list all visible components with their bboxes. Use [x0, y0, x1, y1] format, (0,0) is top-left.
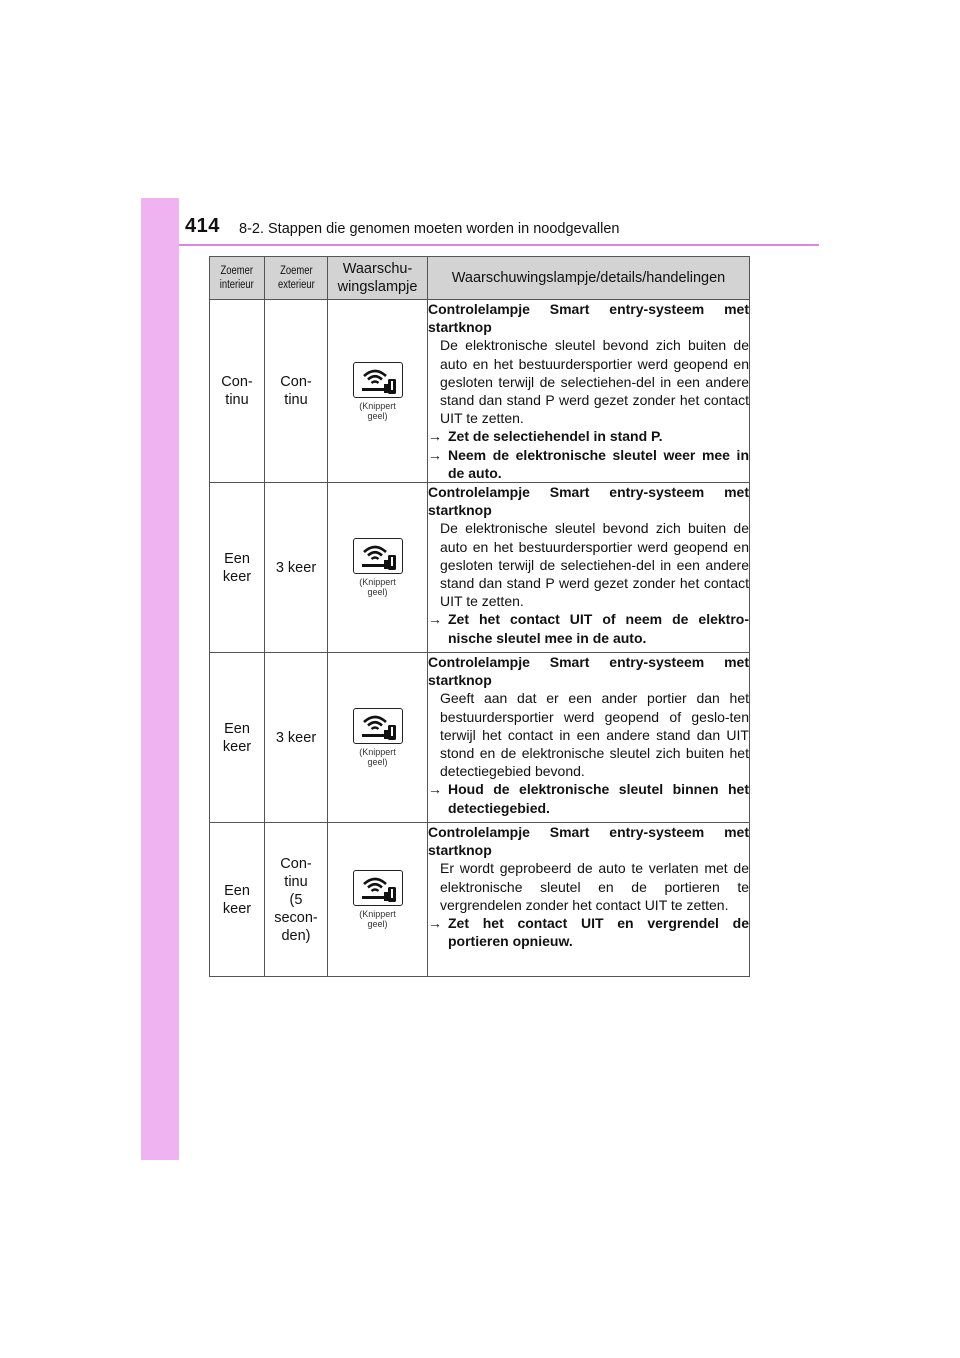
- lamp-title: Controlelampje Smart entry-systeem met startknop: [428, 484, 749, 519]
- details-cell: [428, 653, 750, 823]
- smart-key-warning-icon: [353, 362, 403, 398]
- icon-note: (Knippert geel): [359, 577, 396, 598]
- table-row: [210, 300, 750, 483]
- warning-lamp-cell: [328, 300, 428, 483]
- lamp-description: Geeft aan dat er een ander portier dan het bestuurdersportier werd geopend of geslo-ten terwijl het contact in een andere stand dan UIT stond en de elektronische sleutel zich buiten het detectiegebied bevond.: [440, 690, 749, 780]
- action-text: Neem de elektronische sleutel weer mee in de auto.: [448, 446, 749, 481]
- arrow-icon: →: [428, 446, 442, 463]
- header-warning-lamp: Waarschu- wingslampje: [328, 257, 428, 300]
- header-buzzer-exterior: Zoemer exterieur: [265, 257, 328, 300]
- arrow-icon: →: [428, 781, 442, 798]
- buzzer-exterior-cell: Con- tinu (5 secon- den): [265, 823, 328, 977]
- lamp-title: Controlelampje Smart entry-systeem met startknop: [428, 824, 749, 859]
- table-header-row: [210, 257, 750, 300]
- header-details: Waarschuwingslampje/details/handelingen: [428, 257, 750, 300]
- section-title: 8-2. Stappen die genomen moeten worden in noodgevallen: [239, 221, 620, 237]
- buzzer-exterior-cell: 3 keer: [265, 653, 328, 823]
- lamp-description: De elektronische sleutel bevond zich buiten de auto en het bestuurdersportier werd geopend en gesloten terwijl de selectiehen-del in een andere stand dan stand P werd gezet zonder het contact UIT te zetten.: [440, 520, 749, 610]
- icon-note: (Knippert geel): [359, 747, 396, 768]
- details-cell: [428, 300, 750, 483]
- buzzer-interior-cell: Con- tinu: [210, 300, 265, 483]
- action-step: [428, 427, 749, 445]
- warning-lamp-cell: [328, 483, 428, 653]
- action-text: Houd de elektronische sleutel binnen het detectiegebied.: [448, 781, 749, 816]
- lamp-description: De elektronische sleutel bevond zich buiten de auto en het bestuurdersportier werd geopend en gesloten terwijl de selectiehen-del in een andere stand dan stand P werd gezet zonder het contact UIT te zetten.: [440, 337, 749, 427]
- action-text: Zet de selectiehendel in stand P.: [448, 428, 663, 445]
- lamp-description: Er wordt geprobeerd de auto te verlaten met de elektronische sleutel en de portieren te vergrendelen zonder het contact UIT te zetten.: [440, 860, 749, 913]
- arrow-icon: →: [428, 428, 442, 445]
- icon-note: (Knippert geel): [359, 909, 396, 930]
- action-text: Zet het contact UIT of neem de elektro-nische sleutel mee in de auto.: [448, 611, 749, 646]
- buzzer-exterior-cell: 3 keer: [265, 483, 328, 653]
- warning-lamp-cell: [328, 653, 428, 823]
- warning-table: [209, 256, 750, 977]
- table-row: [210, 653, 750, 823]
- table-row: [210, 823, 750, 977]
- buzzer-interior-cell: Een keer: [210, 823, 265, 977]
- page-number: 414: [185, 215, 220, 237]
- action-step: [428, 610, 749, 646]
- action-step: [428, 914, 749, 950]
- buzzer-interior-cell: Een keer: [210, 653, 265, 823]
- arrow-icon: →: [428, 611, 442, 628]
- lamp-title: Controlelampje Smart entry-systeem met startknop: [428, 654, 749, 689]
- buzzer-interior-cell: Een keer: [210, 483, 265, 653]
- lamp-title: Controlelampje Smart entry-systeem met startknop: [428, 301, 749, 336]
- action-step: [428, 780, 749, 816]
- header-rule: [179, 244, 819, 246]
- icon-note: (Knippert geel): [359, 400, 396, 421]
- action-text: Zet het contact UIT en vergrendel de portieren opnieuw.: [448, 915, 749, 950]
- table-row: [210, 483, 750, 653]
- section-tab-band: [141, 198, 179, 1160]
- details-cell: [428, 483, 750, 653]
- warning-lamp-cell: [328, 823, 428, 977]
- arrow-icon: →: [428, 915, 442, 932]
- header-buzzer-interior: Zoemer interieur: [210, 257, 265, 300]
- details-cell: [428, 823, 750, 977]
- action-step: [428, 446, 749, 482]
- smart-key-warning-icon: [353, 538, 403, 574]
- smart-key-warning-icon: [353, 708, 403, 744]
- smart-key-warning-icon: [353, 870, 403, 906]
- buzzer-exterior-cell: Con- tinu: [265, 300, 328, 483]
